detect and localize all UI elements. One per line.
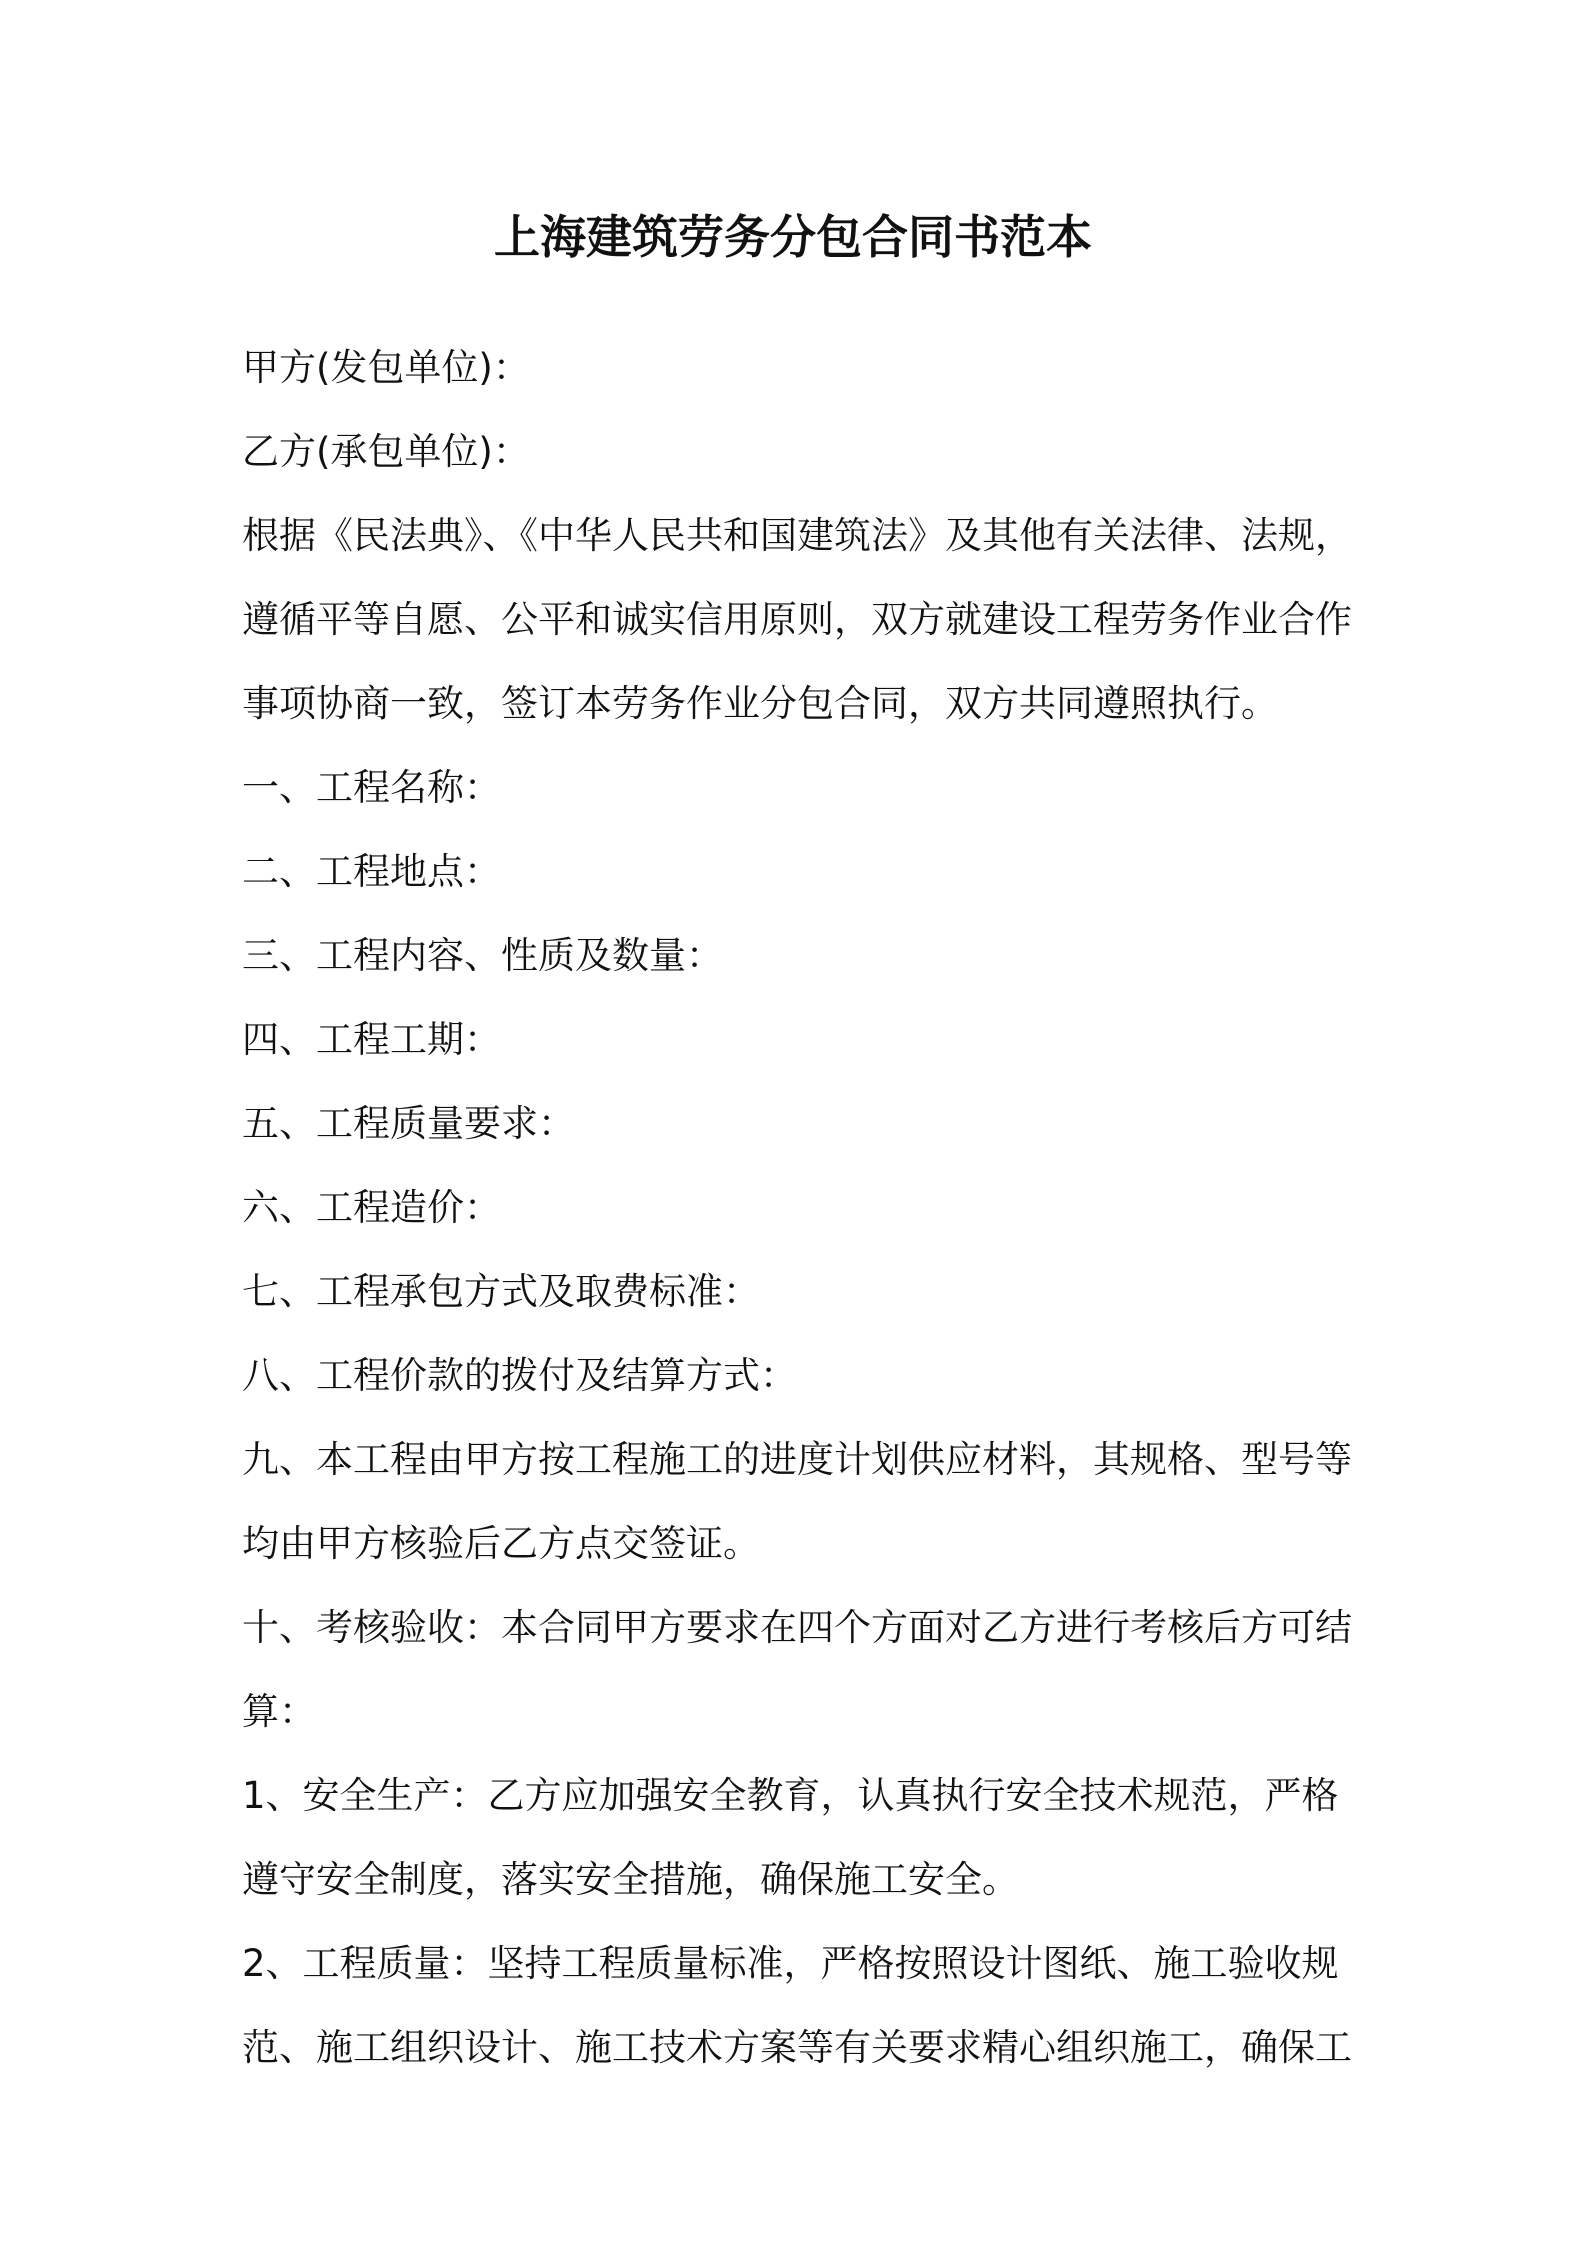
item-2-line-1: 2、工程质量：坚持工程质量标准，严格按照设计图纸、施工验收规 bbox=[242, 1942, 1339, 1985]
clause-9-line-1: 九、本工程由甲方按工程施工的进度计划供应材料，其规格、型号等 bbox=[242, 1438, 1352, 1481]
party-a-line: 甲方(发包单位)： bbox=[242, 346, 530, 389]
clause-1-project-name: 一、工程名称： bbox=[242, 766, 501, 809]
document-body bbox=[242, 326, 1362, 2090]
document-title: 上海建筑劳务分包合同书范本 bbox=[494, 210, 1092, 264]
item-1-line-2: 遵守安全制度，落实安全措施，确保施工安全。 bbox=[242, 1858, 1019, 1901]
clause-7-contract-method: 七、工程承包方式及取费标准： bbox=[242, 1270, 760, 1313]
clause-8-payment-method: 八、工程价款的拨付及结算方式： bbox=[242, 1354, 797, 1397]
clause-10-line-2: 算： bbox=[242, 1690, 316, 1733]
preamble-line-3: 事项协商一致，签订本劳务作业分包合同，双方共同遵照执行。 bbox=[242, 682, 1278, 725]
clause-9-line-2: 均由甲方核验后乙方点交签证。 bbox=[242, 1522, 760, 1565]
preamble-line-1: 根据《民法典》、《中华人民共和国建筑法》及其他有关法律、法规， bbox=[242, 514, 1352, 557]
clause-2-project-location: 二、工程地点： bbox=[242, 850, 501, 893]
clause-3-project-content: 三、工程内容、性质及数量： bbox=[242, 934, 723, 977]
item-2-line-2: 范、施工组织设计、施工技术方案等有关要求精心组织施工，确保工 bbox=[242, 2026, 1352, 2069]
clause-6-project-cost: 六、工程造价： bbox=[242, 1186, 501, 1229]
clause-10-line-1: 十、考核验收：本合同甲方要求在四个方面对乙方进行考核后方可结 bbox=[242, 1606, 1352, 1649]
clause-4-project-duration: 四、工程工期： bbox=[242, 1018, 501, 1061]
preamble-line-2: 遵循平等自愿、公平和诚实信用原则，双方就建设工程劳务作业合作 bbox=[242, 598, 1352, 641]
party-b-line: 乙方(承包单位)： bbox=[242, 430, 530, 473]
clause-5-quality-requirement: 五、工程质量要求： bbox=[242, 1102, 575, 1145]
item-1-line-1: 1、安全生产：乙方应加强安全教育，认真执行安全技术规范，严格 bbox=[242, 1774, 1339, 1817]
